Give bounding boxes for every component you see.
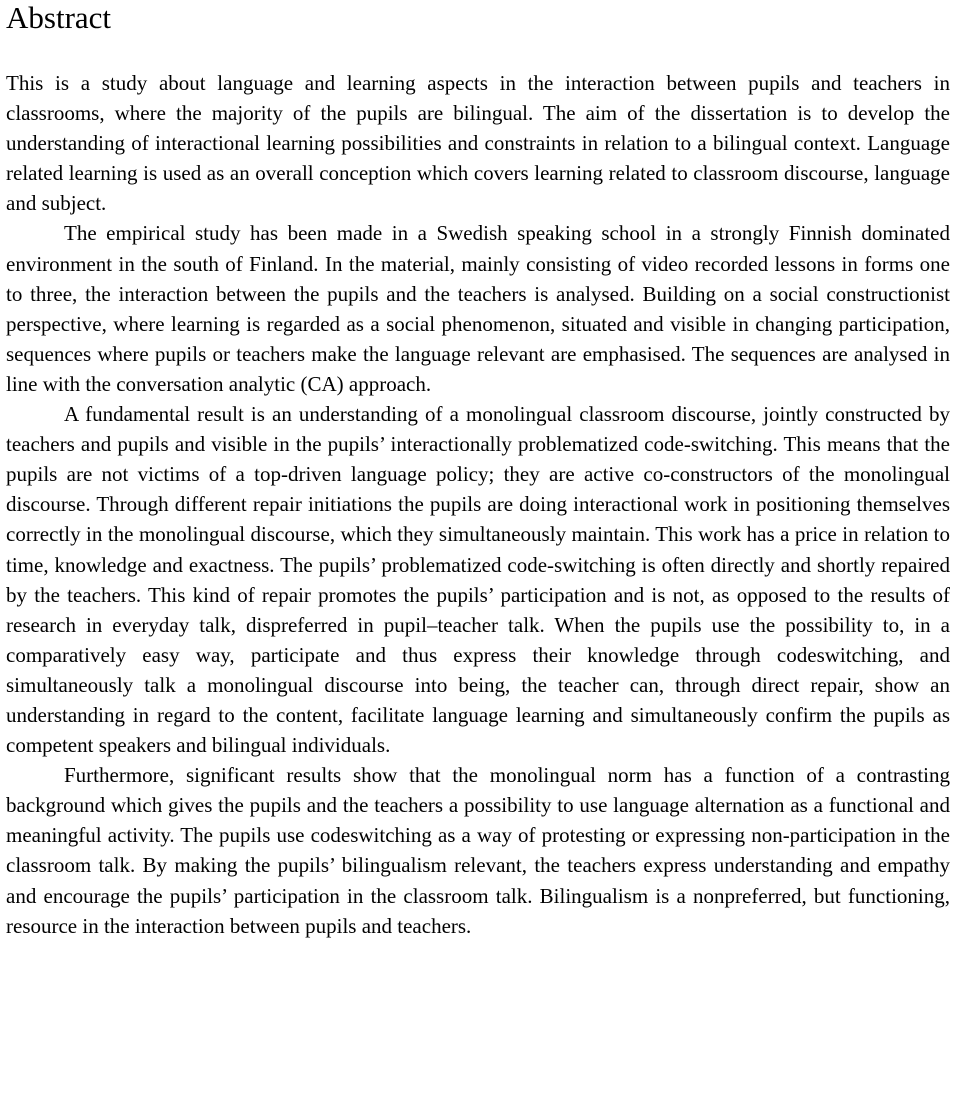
- document-page: [6, 0, 950, 941]
- abstract-paragraph-3: A fundamental result is an understanding of a monolingual classroom discourse, jointly constructed by teachers and pupils and visible in the pupils’ interactionally problematized code-switching. This means that the pupils are not victims of a top-driven language policy; they are active co-constructors of the monolingual discourse. Through different repair initiations the pupils are doing interactional work in positioning themselves correctly in the monolingual discourse, which they simultaneously maintain. This work has a price in relation to time, knowledge and exactness. The pupils’ problematized code-switching is often directly and shortly repaired by the teachers. This kind of repair promotes the pupils’ participation and is not, as opposed to the results of research in everyday talk, dispreferred in pupil–teacher talk. When the pupils use the possibility to, in a comparatively easy way, participate and thus express their knowledge through codeswitching, and simultaneously talk a monolingual discourse into being, the teacher can, through direct repair, show an understanding in regard to the content, facilitate language learning and simultaneously confirm the pupils as competent speakers and bilingual individuals.: [6, 402, 950, 758]
- page-title: Abstract: [6, 0, 112, 35]
- abstract-body: [6, 68, 950, 941]
- abstract-paragraph-2: The empirical study has been made in a Swedish speaking school in a strongly Finnish dominated environment in the south of Finland. In the material, mainly consisting of video recorded lessons in forms one to three, the interaction between the pupils and the teachers is analysed. Building on a social constructionist perspective, where learning is regarded as a social phenomenon, situated and visible in changing participation, sequences where pupils or teachers make the language relevant are emphasised. The sequences are analysed in line with the conversation analytic (CA) approach.: [6, 221, 950, 396]
- abstract-paragraph-4: Furthermore, significant results show that the monolingual norm has a function of a contrasting background which gives the pupils and the teachers a possibility to use language alternation as a functional and meaningful activity. The pupils use codeswitching as a way of protesting or expressing non-participation in the classroom talk. By making the pupils’ bilingualism relevant, the teachers express understanding and empathy and encourage the pupils’ participation in the classroom talk. Bilingualism is a nonpreferred, but functioning, resource in the interaction between pupils and teachers.: [6, 763, 950, 938]
- abstract-paragraph-1: This is a study about language and learning aspects in the interaction between pupils and teachers in classrooms, where the majority of the pupils are bilingual. The aim of the dissertation is to develop the understanding of interactional learning possibilities and constraints in relation to a bilingual context. Language related learning is used as an overall conception which covers learning related to classroom discourse, language and subject.: [6, 71, 950, 216]
